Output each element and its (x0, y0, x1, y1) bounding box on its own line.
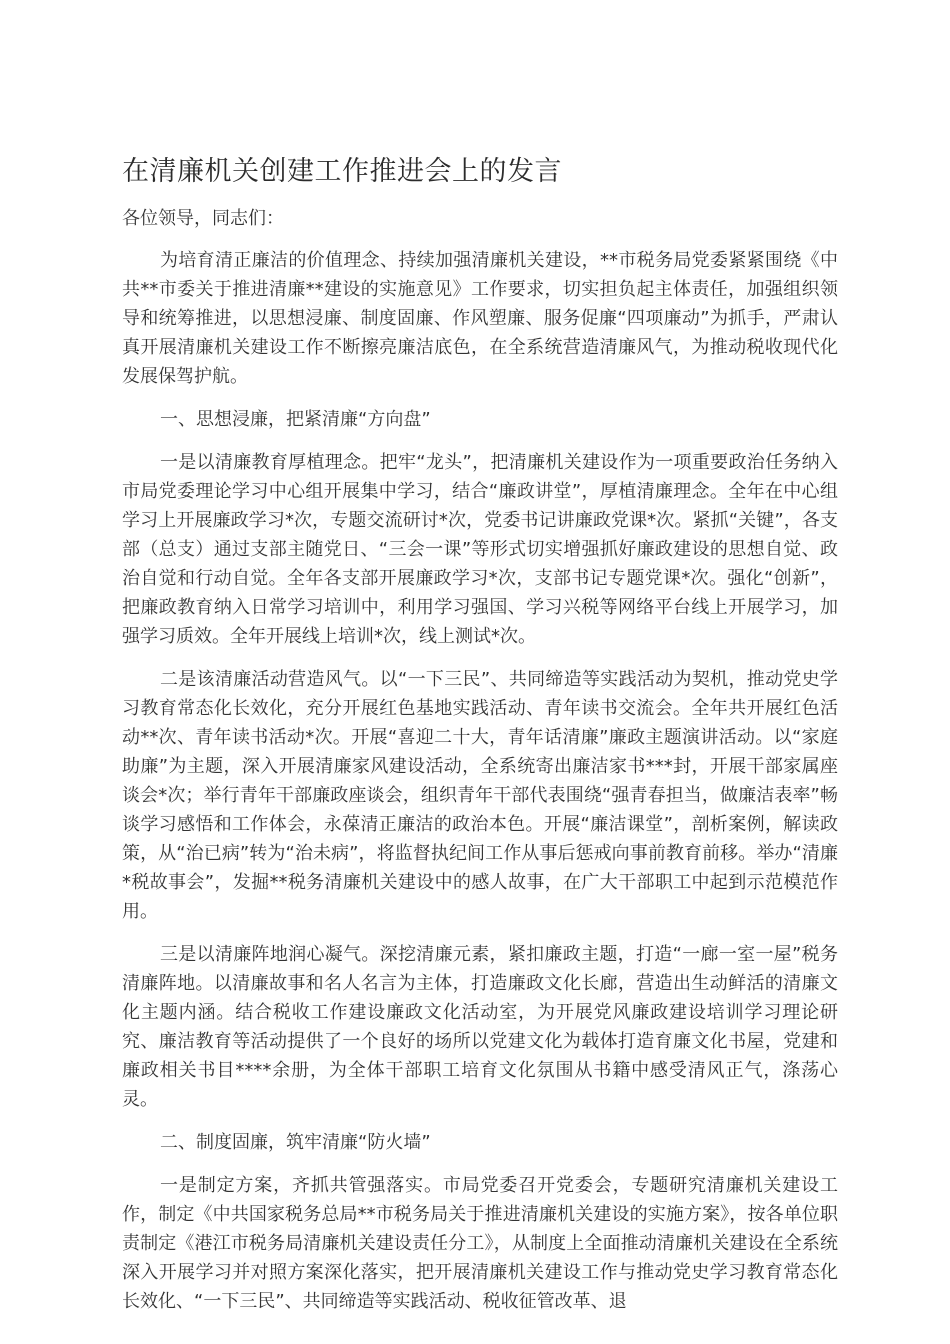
section-1-paragraph-2: 二是该清廉活动营造风气。以“一下三民”、共同缔造等实践活动为契机，推动党史学习教育常态化长效化，充分开展红色基地实践活动、青年读书交流会。全年共开展红色活动**次、青年读书活动*次。开展“喜迎二十大，青年话清廉”廉政主题演讲活动。以“家庭助廉”为主题，深入开展清廉家风建设活动，全系统寄出廉洁家书***封，开展干部家属座谈会*次；举行青年干部廉政座谈会，组织青年干部代表围绕“强青春担当，做廉洁表率”畅谈学习感悟和工作体会，永葆清正廉洁的政治本色。开展“廉洁课堂”，剖析案例，解读政策，从“治已病”转为“治未病”，将监督执纪间工作从事后惩戒向事前教育前移。举办“清廉*税故事会”，发掘**税务清廉机关建设中的感人故事，在广大干部职工中起到示范模范作用。 (122, 669, 838, 922)
intro-paragraph: 为培育清正廉洁的价值理念、持续加强清廉机关建设，**市税务局党委紧紧围绕《中共**市委关于推进清廉**建设的实施意见》工作要求，切实担负起主体责任，加强组织领导和统筹推进，以思想浸廉、制度固廉、作风塑廉、服务促廉“四项廉动”为抓手，严肃认真开展清廉机关建设工作不断擦亮廉洁底色，在全系统营造清廉风气，为推动税收现代化发展保驾护航。 (122, 250, 838, 387)
section-1-paragraph-1: 一是以清廉教育厚植理念。把牢“龙头”，把清廉机关建设作为一项重要政治任务纳入市局党委理论学习中心组开展集中学习，结合“廉政讲堂”，厚植清廉理念。全年在中心组学习上开展廉政学习*次，专题交流研讨*次，党委书记讲廉政党课*次。紧抓“关键”，各支部（总支）通过支部主随党日、“三会一课”等形式切实增强抓好廉政建设的思想自觉、政治自觉和行动自觉。全年各支部开展廉政学习*次，支部书记专题党课*次。强化“创新”，把廉政教育纳入日常学习培训中，利用学习强国、学习兴税等网络平台线上开展学习，加强学习质效。全年开展线上培训*次，线上测试*次。 (122, 452, 838, 647)
document-title: 在清廉机关创建工作推进会上的发言 (122, 156, 562, 187)
salutation: 各位领导，同志们： (122, 208, 284, 229)
section-1-heading: 一、思想浸廉，把紧清廉“方向盘” (160, 409, 431, 430)
section-2-heading: 二、制度固廉，筑牢清廉“防火墙” (160, 1132, 431, 1153)
document-page (122, 150, 838, 1330)
section-2-paragraph-1: 一是制定方案，齐抓共管强落实。市局党委召开党委会，专题研究清廉机关建设工作，制定《中共国家税务总局**市税务局关于推进清廉机关建设的实施方案》，按各单位职责制定《港江市税务局清廉机关建设责任分工》，从制度上全面推动清廉机关建设在全系统深入开展学习并对照方案深化落实，把开展清廉机关建设工作与推动党史学习教育常态化长效化、“一下三民”、共同缔造等实践活动、税收征管改革、退 (122, 1175, 838, 1312)
section-1-paragraph-3: 三是以清廉阵地润心凝气。深挖清廉元素，紧扣廉政主题，打造“一廊一室一屋”税务清廉阵地。以清廉故事和名人名言为主体，打造廉政文化长廊，营造出生动鲜活的清廉文化主题内涵。结合税收工作建设廉政文化活动室，为开展党风廉政建设培训学习理论研究、廉洁教育等活动提供了一个良好的场所以党建文化为载体打造育廉文化书屋，党建和廉政相关书目****余册，为全体干部职工培育文化氛围从书籍中感受清风正气，涤荡心灵。 (122, 944, 838, 1110)
